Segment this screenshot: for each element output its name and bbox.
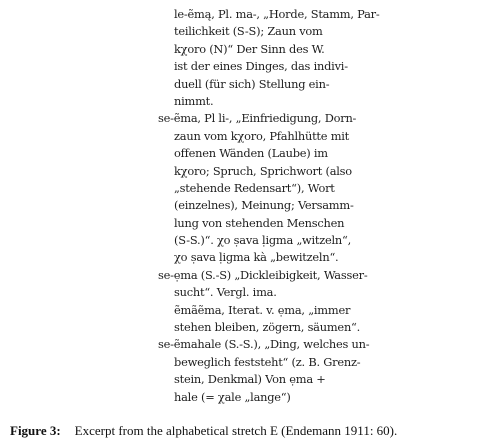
entry-line: χo ṣava ḷigma kà „bewitzeln“. — [174, 250, 339, 265]
entry-headline: se-ẽma, Pl li-, „Einfriedigung, Dorn- — [158, 111, 357, 126]
entry-headline: se-ẹma (S.-S) „Dickleibigkeit, Wasser- — [158, 267, 368, 282]
entry-line: lung von stehenden Menschen — [174, 215, 345, 230]
entry-line: sucht“. Vergl. ima. — [174, 285, 277, 300]
entry-line: „stehende Redensart“), Wort — [174, 180, 335, 195]
entry-line: duell (für sich) Stellung ein- — [174, 76, 330, 91]
entry-line: kχoro; Spruch, Sprichwort (also — [174, 163, 352, 178]
dictionary-entry — [158, 110, 400, 267]
dictionary-entry — [158, 267, 400, 302]
entry-line: (einzelnes), Meinung; Versamm- — [174, 198, 354, 213]
entry-line: zaun vom kχoro, Pfahlhütte mit — [174, 128, 350, 143]
entry-line: stein, Denkmal) Von ẹma + — [174, 372, 326, 387]
entry-line: kχoro (N)“ Der Sinn des W. — [174, 41, 325, 56]
dictionary-entry — [158, 6, 400, 110]
dictionary-entry — [158, 302, 400, 337]
entry-line: nimmt. — [174, 93, 214, 108]
entry-headline: le-ẽmą, Pl. ma-, „Horde, Stamm, Par- — [174, 7, 380, 21]
figure-caption — [10, 423, 490, 439]
entry-headline: ẽmãẽma, Iterat. v. ẹma, „immer — [174, 302, 351, 317]
dictionary-excerpt — [158, 6, 400, 406]
entry-line: stehen bleiben, zögern, säumen“. — [174, 320, 361, 335]
figure-label: Figure 3: — [10, 423, 61, 438]
entry-line: hale (= χale „lange“) — [174, 389, 291, 404]
dictionary-entry — [158, 336, 400, 406]
entry-line: teilichkeit (S-S); Zaun vom — [174, 24, 323, 39]
entry-line: (S-S.)“. χo ṣava ḷigma „witzeln“, — [174, 233, 352, 248]
entry-line: offenen Wänden (Laube) im — [174, 146, 328, 161]
entry-headline: se-ẽmahale (S.-S.), „Ding, welches un- — [158, 337, 370, 352]
entry-line: ist der eines Dinges, das indivi- — [174, 59, 348, 74]
entry-line: beweglich feststeht“ (z. B. Grenz- — [174, 354, 361, 369]
figure-caption-text: Excerpt from the alphabetical stretch E (Endemann 1911: 60). — [74, 423, 398, 438]
